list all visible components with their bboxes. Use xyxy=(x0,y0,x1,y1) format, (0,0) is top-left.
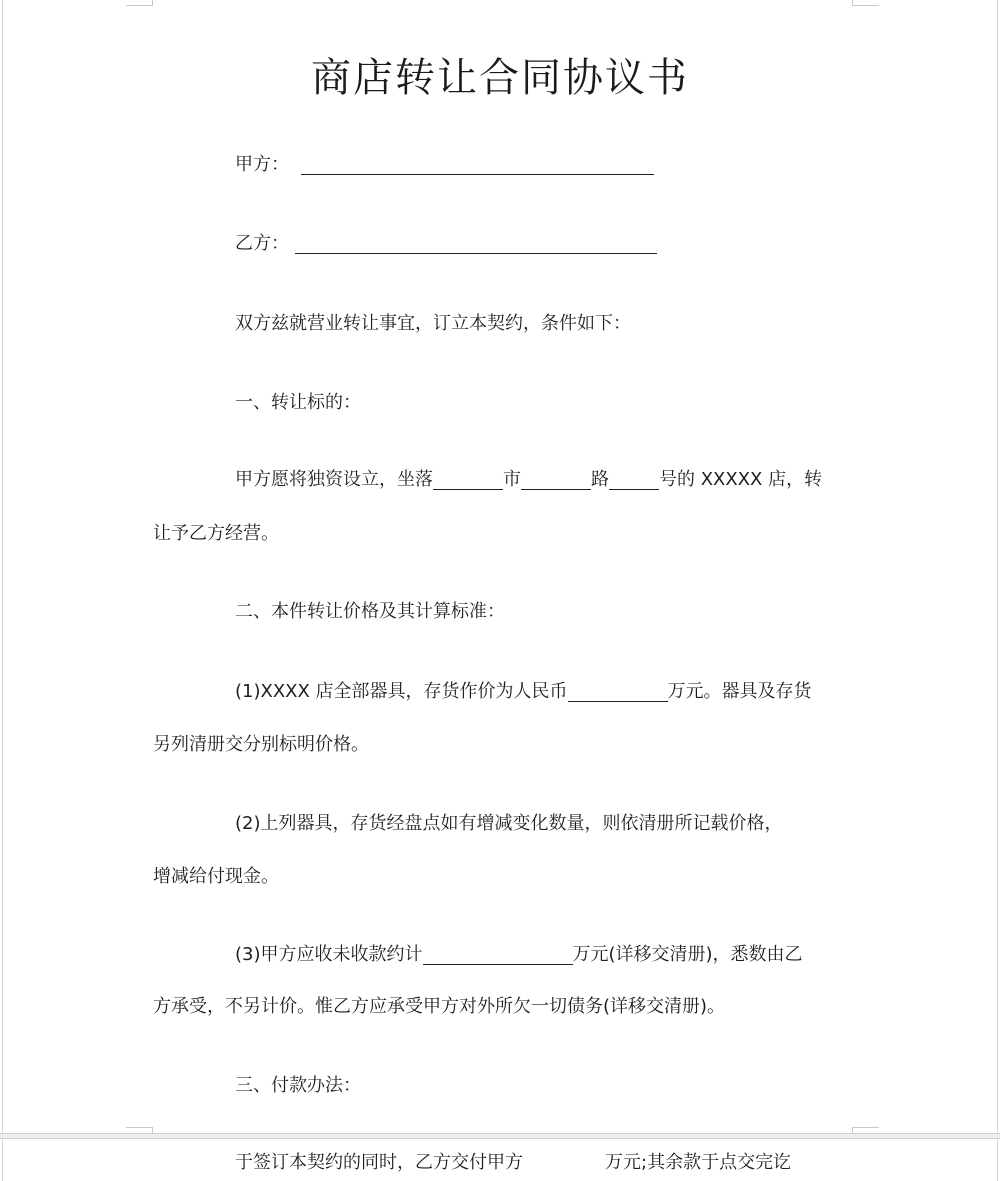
party-b-line xyxy=(235,231,657,257)
section-3-text-b: 万元;其余款于点交完讫 xyxy=(605,1152,792,1173)
section-1-text-d: 号的 XXXXX 店，转 xyxy=(659,469,823,490)
party-a-blank[interactable] xyxy=(301,154,654,175)
section-2-item-3-blank-amount[interactable] xyxy=(423,944,573,965)
section-2-item-1-text-a: (1)XXXX 店全部器具，存货作价为人民币 xyxy=(235,681,568,702)
section-1-blank-road[interactable] xyxy=(609,469,659,490)
section-2-item-1-line-2: 另列清册交分别标明价格。 xyxy=(153,734,369,755)
section-3-line-1 xyxy=(235,1150,791,1176)
section-1-text-b: 市 xyxy=(503,469,521,490)
section-1-text-a: 甲方愿将独资设立，坐落 xyxy=(235,469,433,490)
party-b-label: 乙方： xyxy=(235,233,289,254)
section-2-item-1-line-1 xyxy=(235,679,812,705)
section-1-text-c: 路 xyxy=(591,469,609,490)
section-2-heading: 二、本件转让价格及其计算标准： xyxy=(235,601,505,622)
party-a-line xyxy=(235,152,654,178)
section-2-item-3-text-a: (3)甲方应收未收款约计 xyxy=(235,944,423,965)
section-2-item-3-text-b: 万元(详移交清册)，悉数由乙 xyxy=(572,944,803,965)
party-b-blank[interactable] xyxy=(295,233,657,254)
section-1-blank-city[interactable] xyxy=(521,469,591,490)
section-1-blank-location[interactable] xyxy=(433,469,503,490)
section-2-item-3-line-2: 方承受，不另计价。惟乙方应承受甲方对外所欠一切债务(详移交清册)。 xyxy=(153,996,726,1017)
page-break xyxy=(0,1133,1000,1139)
margin-marker-top-right xyxy=(852,0,879,6)
page-right-edge xyxy=(997,0,998,1181)
page-left-edge xyxy=(2,0,3,1181)
section-3-heading: 三、付款办法： xyxy=(235,1075,361,1096)
document-title: 商店转让合同协议书 xyxy=(311,55,689,101)
section-2-item-2-line-1: (2)上列器具，存货经盘点如有增减变化数量，则依清册所记载价格， xyxy=(235,813,783,834)
intro-paragraph: 双方兹就营业转让事宜，订立本契约，条件如下： xyxy=(235,313,631,334)
section-2-item-1-text-b: 万元。器具及存货 xyxy=(667,681,812,702)
party-a-label: 甲方： xyxy=(235,154,289,175)
section-2-item-2-line-2: 增减给付现金。 xyxy=(153,866,279,887)
section-2-item-3-line-1 xyxy=(235,942,803,968)
margin-marker-top-left xyxy=(126,0,153,6)
section-1-heading: 一、转让标的： xyxy=(235,392,361,413)
section-3-text-a: 于签订本契约的同时，乙方交付甲方 xyxy=(235,1152,523,1173)
section-2-item-1-blank-amount[interactable] xyxy=(568,681,668,702)
section-1-line-2: 让予乙方经营。 xyxy=(153,523,279,544)
section-1-line-1 xyxy=(235,467,822,493)
